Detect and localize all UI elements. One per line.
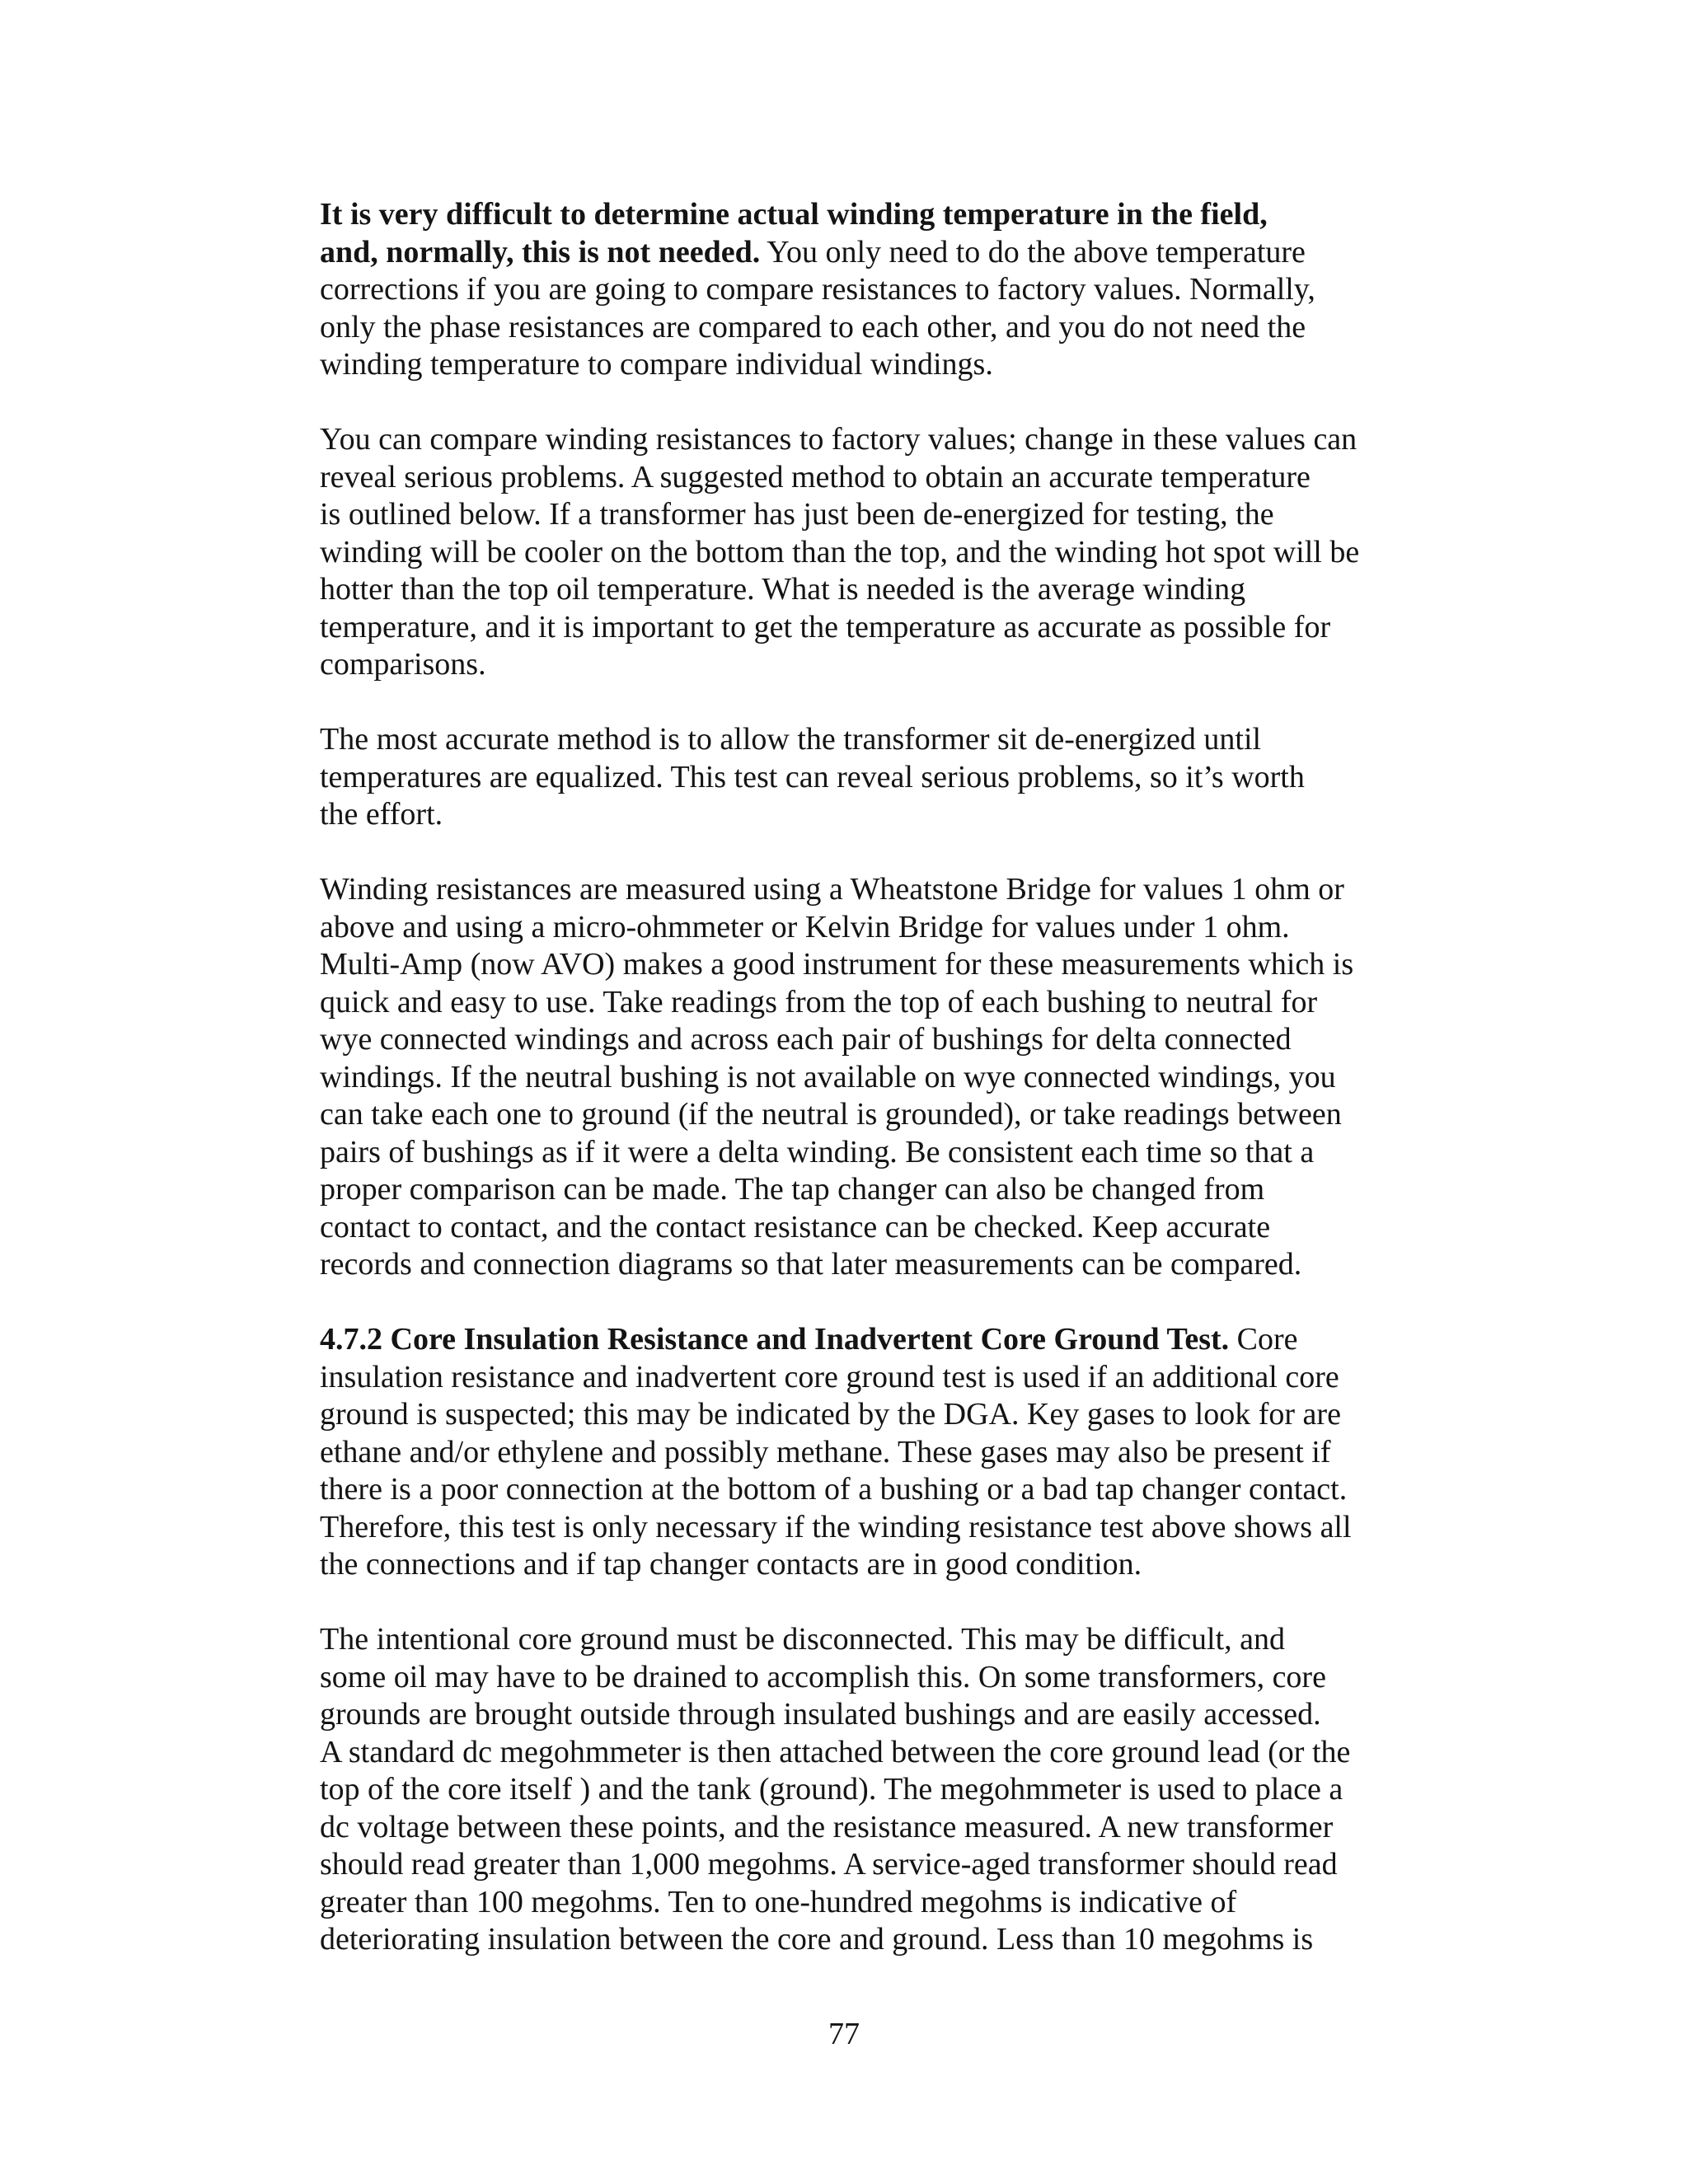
body-text: contact to contact, and the contact resistance can be checked. Keep accurate [320,1209,1271,1244]
body-text: temperatures are equalized. This test can reveal serious problems, so it’s worth [320,759,1305,794]
body-text: winding will be cooler on the bottom than the top, and the winding hot spot will be [320,534,1360,569]
paragraph [320,871,1424,1284]
body-text: greater than 100 megohms. Ten to one-hundred megohms is indicative of [320,1884,1237,1919]
text-line [320,1846,1424,1884]
text-line [320,1471,1424,1509]
body-text: hotter than the top oil temperature. What is needed is the average winding [320,572,1246,607]
text-line [320,984,1424,1022]
text-line [320,459,1424,497]
text-line [320,1396,1424,1434]
body-text: You only need to do the above temperature [760,234,1306,269]
text-line [320,796,1424,834]
body-text: some oil may have to be drained to accomplish this. On some transformers, core [320,1659,1326,1694]
bold-text: It is very difficult to determine actual winding temperature in the field, [320,197,1268,232]
text-line [320,1246,1424,1284]
body-text: dc voltage between these points, and the resistance measured. A new transformer [320,1809,1334,1844]
bold-text: and, normally, this is not needed. [320,234,761,269]
paragraph [320,1321,1424,1584]
text-line [320,271,1424,309]
text-line [320,346,1424,384]
body-text: insulation resistance and inadvertent core ground test is used if an additional core [320,1359,1339,1394]
text-line [320,571,1424,609]
page-body [320,196,1424,1996]
body-text: above and using a micro-ohmmeter or Kelvin Bridge for values under 1 ohm. [320,909,1290,944]
body-text: Therefore, this test is only necessary if the winding resistance test above shows all [320,1509,1352,1544]
text-line [320,1434,1424,1472]
text-line [320,1546,1424,1584]
text-line [320,1809,1424,1847]
bold-text: 4.7.2 Core Insulation Resistance and Inadvertent Core Ground Test. [320,1322,1230,1357]
body-text: pairs of bushings as if it were a delta winding. Be consistent each time so that a [320,1134,1315,1169]
text-line [320,234,1424,272]
text-line [320,1321,1424,1359]
body-text: can take each one to ground (if the neutral is grounded), or take readings between [320,1097,1342,1132]
body-text: Winding resistances are measured using a Wheatstone Bridge for values 1 ohm or [320,872,1344,907]
text-line [320,534,1424,572]
body-text: windings. If the neutral bushing is not available on wye connected windings, you [320,1059,1336,1094]
text-line [320,871,1424,909]
body-text: should read greater than 1,000 megohms. A service-aged transformer should read [320,1847,1338,1882]
body-text: A standard dc megohmmeter is then attached between the core ground lead (or the [320,1734,1351,1769]
body-text: The most accurate method is to allow the transformer sit de-energized until [320,722,1262,757]
paragraph [320,1621,1424,1959]
body-text: You can compare winding resistances to factory values; change in these values can [320,422,1357,457]
text-line [320,1171,1424,1209]
body-text: ethane and/or ethylene and possibly methane. These gases may also be present if [320,1434,1331,1469]
body-text: proper comparison can be made. The tap changer can also be changed from [320,1172,1265,1207]
body-text: comparisons. [320,647,486,682]
paragraph [320,421,1424,684]
body-text: the connections and if tap changer contacts are in good condition. [320,1547,1142,1582]
text-line [320,1734,1424,1772]
text-line [320,1134,1424,1172]
body-text: grounds are brought outside through insulated bushings and are easily accessed. [320,1697,1321,1732]
text-line [320,1621,1424,1659]
body-text: Multi-Amp (now AVO) makes a good instrument for these measurements which is [320,947,1354,982]
paragraph [320,196,1424,384]
body-text: corrections if you are going to compare resistances to factory values. Normally, [320,272,1315,307]
body-text: the effort. [320,797,443,832]
body-text: winding temperature to compare individual windings. [320,347,993,382]
body-text: reveal serious problems. A suggested method to obtain an accurate temperature [320,459,1311,494]
body-text: deteriorating insulation between the core and ground. Less than 10 megohms is [320,1922,1314,1957]
text-line [320,196,1424,234]
text-line [320,1096,1424,1134]
text-line [320,1509,1424,1547]
text-line [320,421,1424,459]
paragraph [320,721,1424,834]
text-line [320,1771,1424,1809]
body-text: top of the core itself ) and the tank (ground). The megohmmeter is used to place a [320,1772,1343,1807]
body-text: there is a poor connection at the bottom of a bushing or a bad tap changer contact. [320,1472,1348,1507]
body-text: The intentional core ground must be disconnected. This may be difficult, and [320,1622,1286,1657]
text-line [320,1884,1424,1922]
body-text: wye connected windings and across each pair of bushings for delta connected [320,1022,1292,1057]
text-line [320,1696,1424,1734]
text-line [320,909,1424,947]
text-line [320,946,1424,984]
text-line [320,1059,1424,1097]
body-text: records and connection diagrams so that later measurements can be compared. [320,1247,1302,1282]
body-text: only the phase resistances are compared to each other, and you do not need the [320,309,1306,344]
body-text: temperature, and it is important to get the temperature as accurate as possible for [320,609,1331,644]
text-line [320,1659,1424,1697]
text-line [320,1359,1424,1397]
text-line [320,609,1424,647]
text-line [320,309,1424,347]
text-line [320,1021,1424,1059]
page-number: 77 [828,2017,860,2051]
body-text: quick and easy to use. Take readings from the top of each bushing to neutral for [320,984,1318,1019]
text-line [320,721,1424,759]
body-text: ground is suspected; this may be indicated by the DGA. Key gases to look for are [320,1397,1341,1432]
text-line [320,646,1424,684]
text-line [320,1921,1424,1959]
body-text: is outlined below. If a transformer has just been de-energized for testing, the [320,497,1274,532]
text-line [320,759,1424,797]
text-line [320,1209,1424,1247]
text-line [320,496,1424,534]
body-text: Core [1229,1322,1298,1357]
